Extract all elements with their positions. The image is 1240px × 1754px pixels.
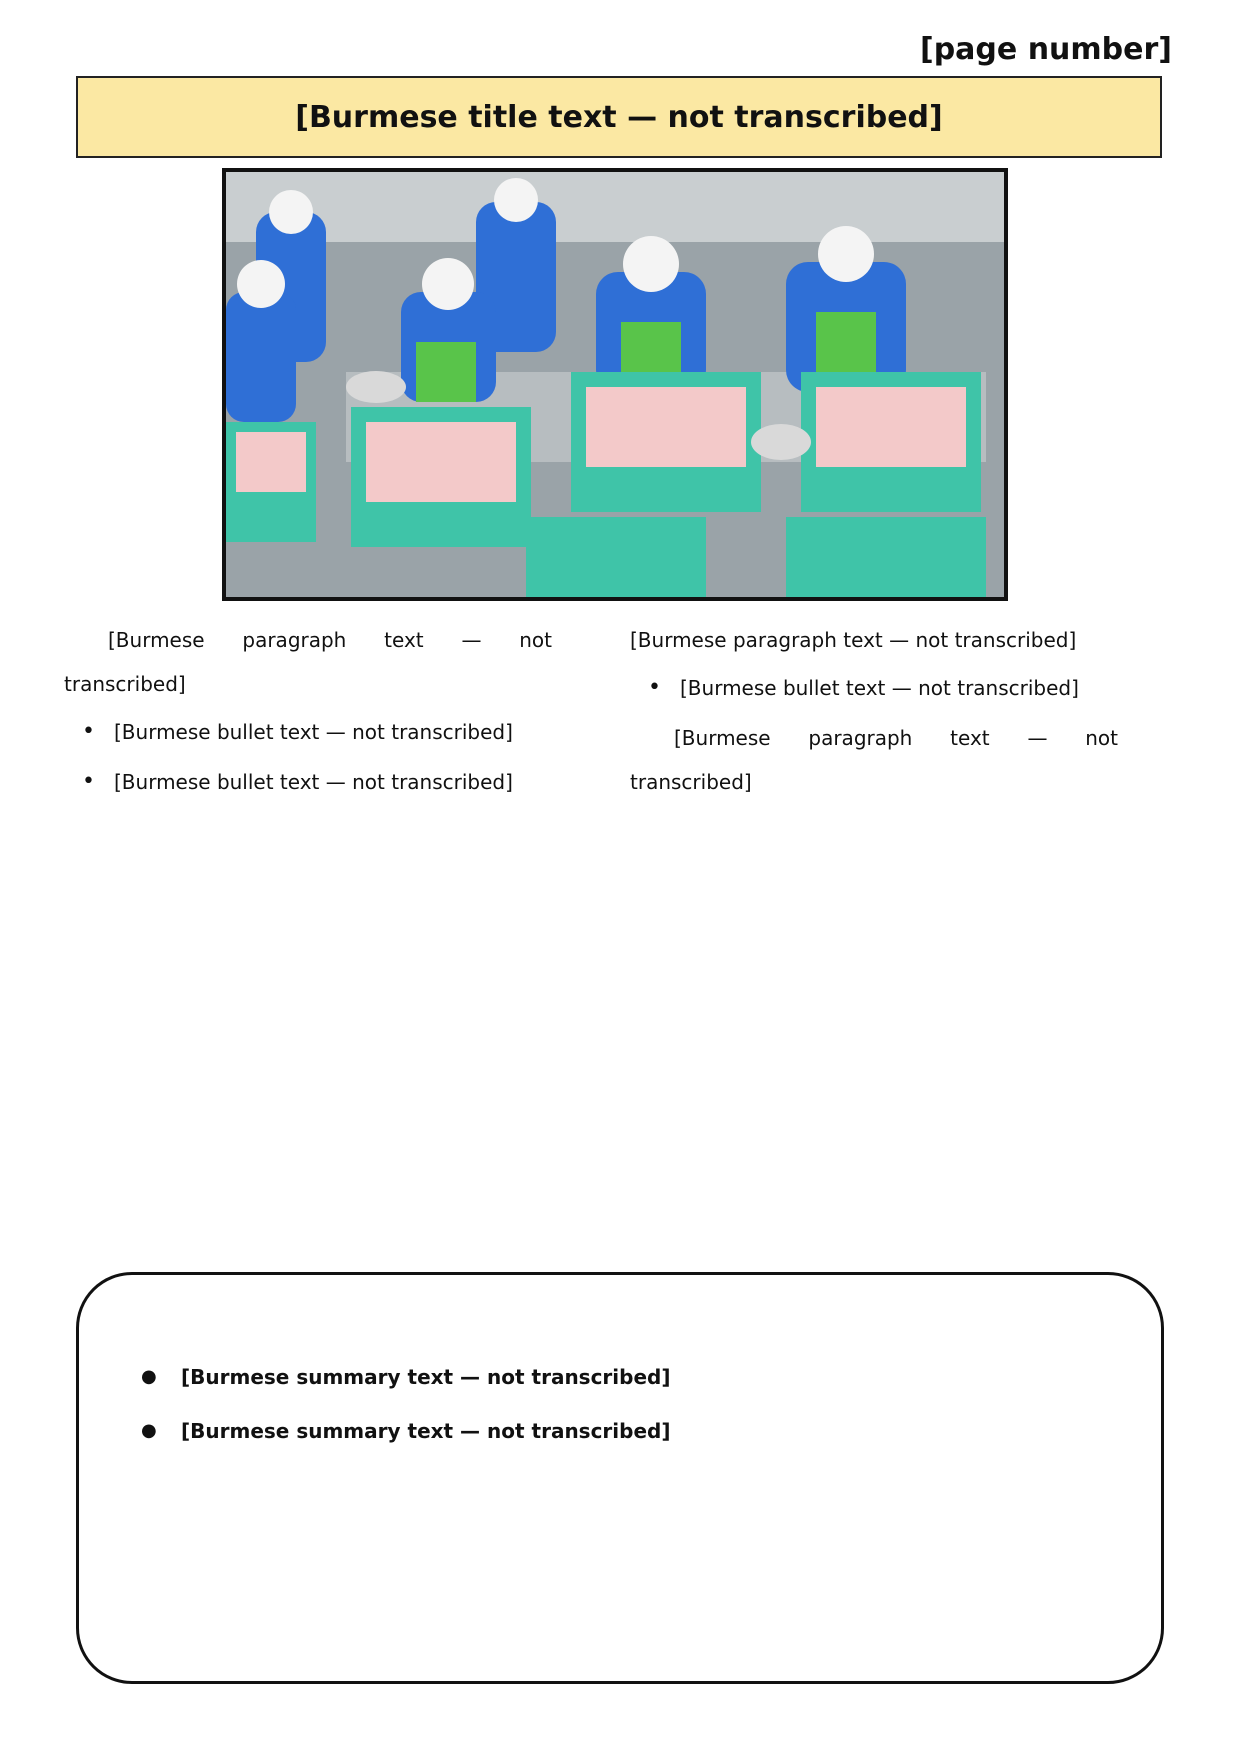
- list-item: • [Burmese bullet text — not transcribed]: [64, 760, 552, 804]
- fish-fillets: [236, 432, 306, 492]
- green-crate: [526, 517, 706, 597]
- worker-green-apron: [416, 342, 476, 402]
- metal-bowl: [751, 424, 811, 460]
- worker-white-cap: [237, 260, 285, 308]
- right-column: [630, 618, 1118, 808]
- fish-processing-photo: [222, 168, 1008, 601]
- list-item: • [Burmese bullet text — not transcribed]: [630, 666, 1118, 710]
- page-title: [76, 76, 1162, 158]
- page-number: [page number]: [920, 32, 1172, 67]
- summary-box: [76, 1272, 1164, 1684]
- worker-white-cap: [494, 178, 538, 222]
- worker-white-cap: [422, 258, 474, 310]
- intro-paragraph: [Burmese paragraph text — not transcribed]: [64, 628, 552, 696]
- worker-white-cap: [818, 226, 874, 282]
- worker-white-cap: [623, 236, 679, 292]
- fish-fillets: [366, 422, 516, 502]
- worker-white-cap: [269, 190, 313, 234]
- back-wall: [226, 172, 1004, 242]
- summary-item: ● [Burmese summary text — not transcribed]: [141, 1355, 1099, 1399]
- continuation-paragraph: [Burmese paragraph text — not transcribed]: [630, 628, 1077, 652]
- fish-fillets: [816, 387, 966, 467]
- list-item: • [Burmese bullet text — not transcribed]: [64, 710, 552, 754]
- summary-item: ● [Burmese summary text — not transcribed]: [141, 1409, 1099, 1453]
- worker-blue-uniform: [226, 292, 296, 422]
- photo-illustration: [226, 172, 1004, 597]
- fish-fillets: [586, 387, 746, 467]
- metal-bowl: [346, 371, 406, 403]
- green-crate: [786, 517, 986, 597]
- closing-paragraph: [Burmese paragraph text — not transcribed]: [630, 726, 1118, 794]
- page-title-text: [Burmese title text — not transcribed]: [295, 99, 943, 135]
- left-column: [64, 618, 552, 810]
